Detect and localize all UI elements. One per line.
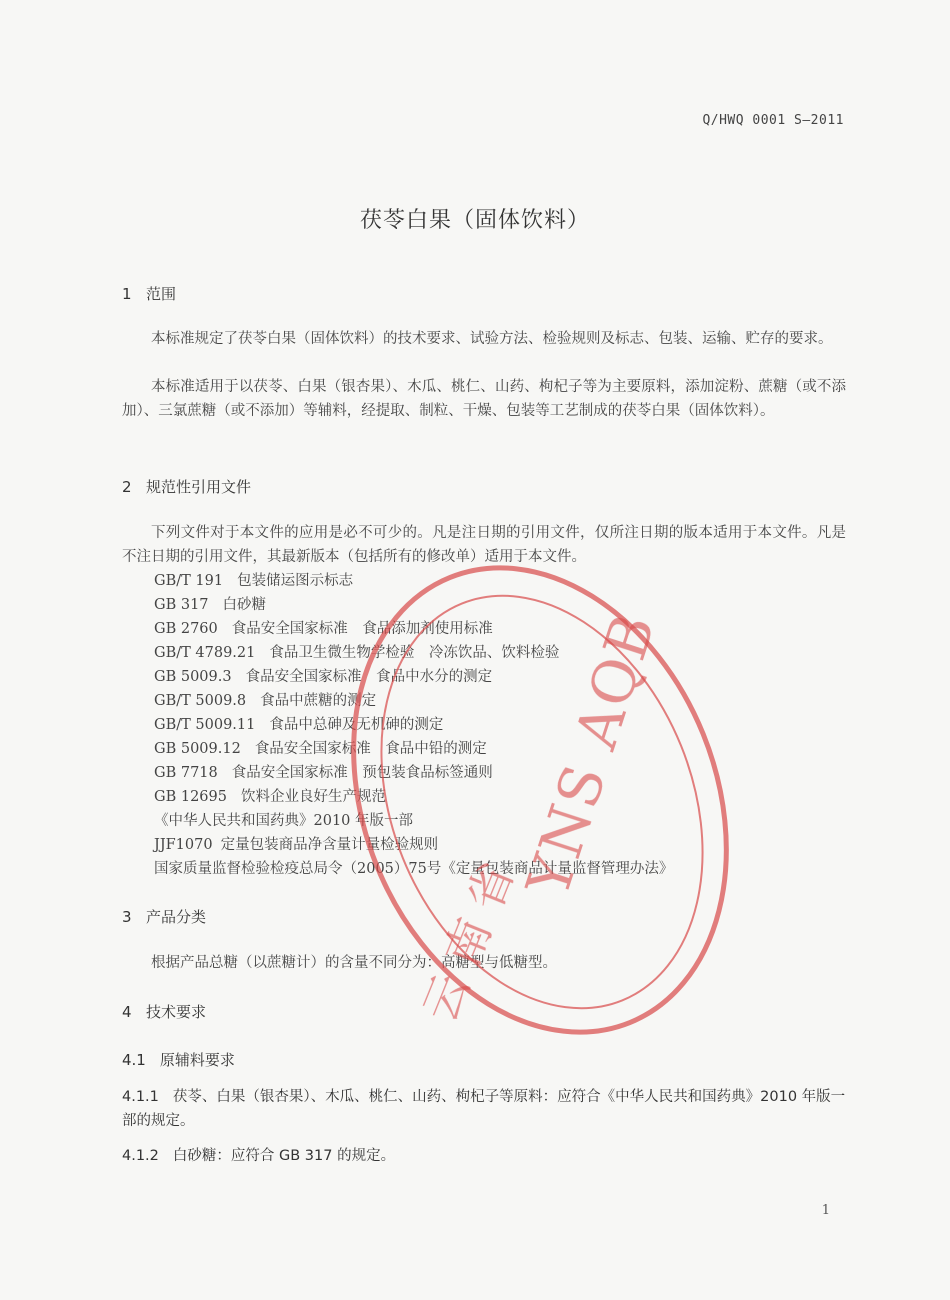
- reference-item: [154, 617, 673, 641]
- reference-item: [154, 689, 673, 713]
- reference-item: [154, 641, 673, 665]
- clause-number: 4.1.1: [122, 1089, 159, 1105]
- clause-text: 茯苓、白果（银杏果）、木瓜、桃仁、山药、枸杞子等原料：应符合《中华人民共和国药典》2010 年版一部的规定。: [122, 1089, 846, 1129]
- reference-code: GB 317: [154, 597, 209, 613]
- reference-title: 食品安全国家标准 食品添加剂使用标准: [231, 621, 493, 637]
- reference-title: 食品安全国家标准 预包装食品标签通则: [231, 765, 493, 781]
- subsection-number: 4.1: [122, 1051, 146, 1069]
- clause-4-1-1: [122, 1085, 846, 1133]
- reference-code: GB/T 191: [154, 573, 224, 589]
- subsection-title: 原辅料要求: [159, 1051, 235, 1069]
- reference-code: JJF1070: [154, 837, 213, 853]
- reference-title: 国家质量监督检验检疫总局令（2005）75号《定量包装商品计量监督管理办法》: [154, 861, 674, 877]
- reference-title: 食品中蔗糖的测定: [260, 693, 377, 709]
- clause-number: 4.1.2: [122, 1148, 159, 1164]
- reference-title: 食品安全国家标准 食品中水分的测定: [245, 669, 493, 685]
- reference-item: [154, 593, 673, 617]
- section-1-heading: [122, 283, 176, 304]
- reference-code: GB 12695: [154, 789, 227, 805]
- standard-code: Q/HWQ 0001 S—2011: [702, 113, 844, 128]
- reference-code: GB 7718: [154, 765, 218, 781]
- section-title: 产品分类: [146, 908, 207, 926]
- section-number: 3: [122, 908, 132, 926]
- section-3-heading: [122, 906, 206, 927]
- section-number: 1: [122, 285, 132, 303]
- reference-item: [154, 713, 673, 737]
- section-title: 技术要求: [146, 1003, 207, 1021]
- reference-code: GB 5009.3: [154, 669, 232, 685]
- clause-text: 白砂糖：应符合 GB 317 的规定。: [172, 1148, 396, 1164]
- document-title: 茯苓白果（固体饮料）: [359, 208, 590, 233]
- clause-4-1-2: [122, 1144, 846, 1168]
- reference-list: [154, 569, 673, 881]
- section-2-intro: 下列文件对于本文件的应用是必不可少的。凡是注日期的引用文件，仅所注日期的版本适用于本文件。凡是不注日期的引用文件，其最新版本（包括所有的修改单）适用于本文件。: [122, 525, 846, 565]
- reference-title: 包装储运图示标志: [237, 573, 354, 589]
- reference-item: [154, 785, 673, 809]
- reference-item: [154, 809, 673, 833]
- section-number: 4: [122, 1003, 132, 1021]
- reference-code: GB/T 5009.11: [154, 717, 256, 733]
- section-1-paragraph-1: 本标准规定了茯苓白果（固体饮料）的技术要求、试验方法、检验规则及标志、包装、运输、贮存的要求。: [151, 331, 833, 347]
- section-title: 范围: [146, 285, 177, 303]
- reference-code: GB/T 5009.8: [154, 693, 247, 709]
- section-2-heading: [122, 476, 251, 497]
- svg-text:YNS AQB: YNS AQB: [513, 604, 669, 905]
- reference-code: GB 2760: [154, 621, 218, 637]
- reference-item: [154, 761, 673, 785]
- subsection-4-1-heading: [122, 1049, 235, 1070]
- reference-item: [154, 737, 673, 761]
- reference-code: GB 5009.12: [154, 741, 241, 757]
- section-4-heading: [122, 1001, 206, 1022]
- reference-item: [154, 833, 673, 857]
- reference-item: [154, 569, 673, 593]
- reference-item: [154, 857, 673, 881]
- reference-title: 食品安全国家标准 食品中铅的测定: [254, 741, 487, 757]
- reference-title: 《中华人民共和国药典》2010 年版一部: [154, 813, 414, 829]
- reference-code: GB/T 4789.21: [154, 645, 256, 661]
- section-3-paragraph: 根据产品总糖（以蔗糖计）的含量不同分为：高糖型与低糖型。: [151, 955, 557, 971]
- reference-title: 定量包装商品净含量计量检验规则: [220, 837, 439, 853]
- section-1-paragraph-2: 本标准适用于以茯苓、白果（银杏果）、木瓜、桃仁、山药、枸杞子等为主要原料，添加淀粉、蔗糖（或不添加）、三氯蔗糖（或不添加）等辅料，经提取、制粒、干燥、包装等工艺制成的茯苓白果（固体饮料）。: [122, 379, 846, 419]
- reference-item: [154, 665, 673, 689]
- reference-title: 饮料企业良好生产规范: [240, 789, 386, 805]
- reference-title: 白砂糖: [222, 597, 267, 613]
- reference-title: 食品卫生微生物学检验 冷冻饮品、饮料检验: [269, 645, 560, 661]
- page-number: 1: [821, 1203, 830, 1218]
- section-number: 2: [122, 478, 132, 496]
- reference-title: 食品中总砷及无机砷的测定: [269, 717, 444, 733]
- section-title: 规范性引用文件: [146, 478, 252, 496]
- svg-text:云南省: 云南省: [412, 841, 530, 1030]
